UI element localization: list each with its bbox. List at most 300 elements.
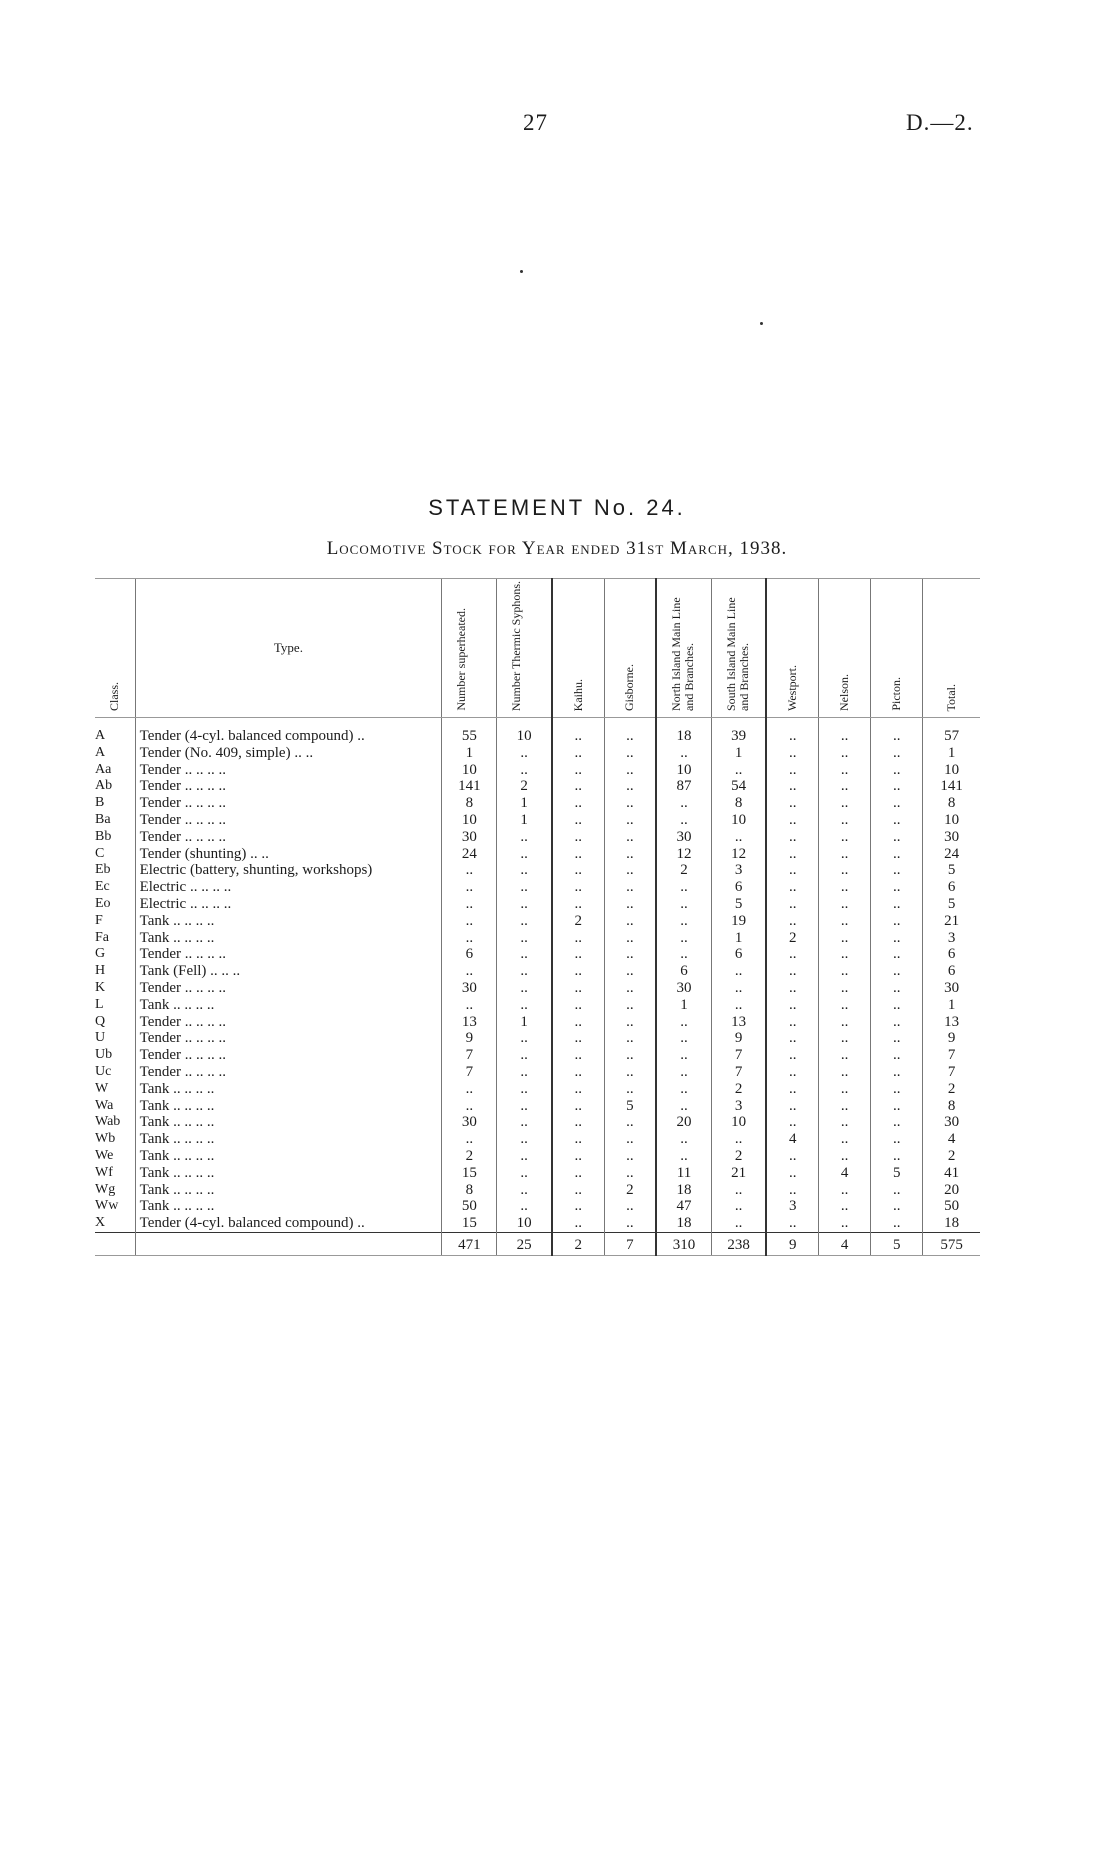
syphons-cell: ..	[497, 1198, 552, 1215]
nelson-cell: ..	[819, 1081, 871, 1098]
kaihu-cell: ..	[552, 1198, 604, 1215]
gisborne-cell: ..	[604, 762, 656, 779]
syphons-cell: 1	[497, 1014, 552, 1031]
superheated-cell: 50	[442, 1198, 497, 1215]
south-island-cell: ..	[711, 963, 766, 980]
picton-cell: ..	[871, 1047, 923, 1064]
syphons-cell: 10	[497, 718, 552, 745]
south-island-cell: 19	[711, 913, 766, 930]
table-row	[95, 1030, 980, 1047]
north-island-cell: ..	[656, 1098, 711, 1115]
kaihu-cell: ..	[552, 1098, 604, 1115]
westport-cell: ..	[766, 946, 818, 963]
table-row	[95, 1165, 980, 1182]
superheated-cell: ..	[442, 1131, 497, 1148]
gisborne-cell: ..	[604, 795, 656, 812]
superheated-cell: ..	[442, 913, 497, 930]
westport-cell: ..	[766, 963, 818, 980]
total-total-cell: 575	[923, 1232, 980, 1255]
syphons-cell: ..	[497, 1098, 552, 1115]
kaihu-cell: ..	[552, 1064, 604, 1081]
locomotive-stock-table	[95, 578, 980, 1256]
gisborne-cell: ..	[604, 846, 656, 863]
gisborne-cell: ..	[604, 1198, 656, 1215]
table-row	[95, 1064, 980, 1081]
total-kaihu-cell: 2	[552, 1232, 604, 1255]
kaihu-cell: ..	[552, 1047, 604, 1064]
syphons-cell: ..	[497, 1165, 552, 1182]
gisborne-cell: ..	[604, 1064, 656, 1081]
superheated-cell: 15	[442, 1165, 497, 1182]
south-island-cell: 10	[711, 1114, 766, 1131]
total-cell: 10	[923, 812, 980, 829]
gisborne-cell: ..	[604, 963, 656, 980]
westport-cell: ..	[766, 879, 818, 896]
kaihu-cell: ..	[552, 862, 604, 879]
syphons-cell: ..	[497, 745, 552, 762]
kaihu-cell: ..	[552, 1114, 604, 1131]
south-island-cell: 8	[711, 795, 766, 812]
north-island-cell: 18	[656, 1182, 711, 1199]
table-row	[95, 963, 980, 980]
total-cell: 41	[923, 1165, 980, 1182]
gisborne-cell: ..	[604, 829, 656, 846]
total-superheated-cell: 471	[442, 1232, 497, 1255]
north-island-cell: ..	[656, 879, 711, 896]
scan-speck	[760, 322, 763, 325]
north-island-cell: ..	[656, 946, 711, 963]
table-row	[95, 1215, 980, 1232]
kaihu-cell: ..	[552, 778, 604, 795]
south-island-cell: ..	[711, 762, 766, 779]
class-cell: K	[95, 979, 106, 995]
syphons-cell: ..	[497, 980, 552, 997]
syphons-cell: 1	[497, 812, 552, 829]
kaihu-cell: ..	[552, 718, 604, 745]
type-cell: Tank (Fell) .. .. ..	[135, 963, 442, 980]
class-cell: B	[95, 795, 105, 811]
total-cell: 20	[923, 1182, 980, 1199]
picton-cell: ..	[871, 997, 923, 1014]
class-cell: F	[95, 912, 103, 928]
south-island-cell: 7	[711, 1047, 766, 1064]
type-cell: Tank .. .. .. ..	[135, 1148, 442, 1165]
kaihu-cell: ..	[552, 997, 604, 1014]
type-cell: Tank .. .. .. ..	[135, 1165, 442, 1182]
type-cell: Tank .. .. .. ..	[135, 1131, 442, 1148]
south-island-cell: 7	[711, 1064, 766, 1081]
south-island-cell: ..	[711, 1182, 766, 1199]
total-cell: 3	[923, 930, 980, 947]
nelson-cell: ..	[819, 778, 871, 795]
syphons-cell: ..	[497, 1131, 552, 1148]
kaihu-cell: ..	[552, 812, 604, 829]
nelson-cell: ..	[819, 896, 871, 913]
north-island-cell: 6	[656, 963, 711, 980]
total-type-cell	[135, 1232, 442, 1255]
kaihu-cell: ..	[552, 829, 604, 846]
picton-cell: ..	[871, 795, 923, 812]
westport-cell: ..	[766, 980, 818, 997]
total-cell: 8	[923, 795, 980, 812]
kaihu-cell: ..	[552, 1165, 604, 1182]
syphons-cell: ..	[497, 1047, 552, 1064]
page-number: 27	[523, 110, 548, 135]
westport-cell: 2	[766, 930, 818, 947]
total-cell: 5	[923, 862, 980, 879]
header-south-island: South Island Main Line and Branches.	[711, 579, 766, 718]
south-island-cell: ..	[711, 1198, 766, 1215]
type-cell: Tender .. .. .. ..	[135, 762, 442, 779]
superheated-cell: 9	[442, 1030, 497, 1047]
picton-cell: ..	[871, 745, 923, 762]
class-cell: X	[95, 1215, 106, 1231]
table-row	[95, 980, 980, 997]
kaihu-cell: ..	[552, 1030, 604, 1047]
north-island-cell: ..	[656, 1047, 711, 1064]
type-cell: Tender .. .. .. ..	[135, 1047, 442, 1064]
type-cell: Tender .. .. .. ..	[135, 980, 442, 997]
picton-cell: ..	[871, 980, 923, 997]
nelson-cell: ..	[819, 1030, 871, 1047]
header-superheated: Number superheated.	[442, 579, 497, 718]
total-cell: 2	[923, 1148, 980, 1165]
header-class: Class.	[95, 579, 135, 718]
nelson-cell: 4	[819, 1165, 871, 1182]
superheated-cell: 1	[442, 745, 497, 762]
superheated-cell: ..	[442, 862, 497, 879]
picton-cell: ..	[871, 778, 923, 795]
westport-cell: ..	[766, 1064, 818, 1081]
table-row	[95, 795, 980, 812]
south-island-cell: 9	[711, 1030, 766, 1047]
westport-cell: ..	[766, 1047, 818, 1064]
type-cell: Electric .. .. .. ..	[135, 879, 442, 896]
gisborne-cell: ..	[604, 1114, 656, 1131]
north-island-cell: 30	[656, 980, 711, 997]
north-island-cell: 18	[656, 718, 711, 745]
class-cell: Q	[95, 1013, 106, 1029]
westport-cell: ..	[766, 1114, 818, 1131]
type-cell: Tank .. .. .. ..	[135, 997, 442, 1014]
total-gisborne-cell: 7	[604, 1232, 656, 1255]
nelson-cell: ..	[819, 795, 871, 812]
total-cell: 5	[923, 896, 980, 913]
table-row	[95, 1148, 980, 1165]
header-total: Total.	[923, 579, 980, 718]
table-row	[95, 829, 980, 846]
total-picton-cell: 5	[871, 1232, 923, 1255]
nelson-cell: ..	[819, 745, 871, 762]
syphons-cell: 10	[497, 1215, 552, 1232]
kaihu-cell: ..	[552, 1014, 604, 1031]
picton-cell: ..	[871, 812, 923, 829]
class-cell: A	[95, 744, 106, 760]
picton-cell: ..	[871, 1148, 923, 1165]
statement-title: STATEMENT No. 24.	[428, 495, 686, 520]
picton-cell: ..	[871, 862, 923, 879]
superheated-cell: ..	[442, 896, 497, 913]
table-row	[95, 812, 980, 829]
westport-cell: ..	[766, 1081, 818, 1098]
syphons-cell: ..	[497, 946, 552, 963]
syphons-cell: ..	[497, 879, 552, 896]
westport-cell: ..	[766, 778, 818, 795]
table-row	[95, 762, 980, 779]
type-cell: Tender .. .. .. ..	[135, 812, 442, 829]
syphons-cell: ..	[497, 762, 552, 779]
total-cell: 8	[923, 1098, 980, 1115]
picton-cell: ..	[871, 896, 923, 913]
north-island-cell: 18	[656, 1215, 711, 1232]
header-kaihu: Kaihu.	[552, 579, 604, 718]
type-cell: Tender (4-cyl. balanced compound) ..	[135, 1215, 442, 1232]
picton-cell: ..	[871, 829, 923, 846]
total-cell: 24	[923, 846, 980, 863]
picton-cell: ..	[871, 1064, 923, 1081]
total-cell: 57	[923, 718, 980, 745]
superheated-cell: 13	[442, 1014, 497, 1031]
kaihu-cell: ..	[552, 762, 604, 779]
westport-cell: ..	[766, 1165, 818, 1182]
total-cell: 1	[923, 745, 980, 762]
picton-cell: ..	[871, 1198, 923, 1215]
type-cell: Tender .. .. .. ..	[135, 778, 442, 795]
superheated-cell: 30	[442, 980, 497, 997]
class-cell: Wg	[95, 1181, 116, 1197]
class-cell: L	[95, 996, 104, 1012]
superheated-cell: 8	[442, 1182, 497, 1199]
type-cell: Electric (battery, shunting, workshops)	[135, 862, 442, 879]
gisborne-cell: ..	[604, 879, 656, 896]
table-row	[95, 862, 980, 879]
class-cell: Ww	[95, 1198, 119, 1214]
westport-cell: ..	[766, 1098, 818, 1115]
westport-cell: 3	[766, 1198, 818, 1215]
westport-cell: ..	[766, 762, 818, 779]
south-island-cell: ..	[711, 997, 766, 1014]
westport-cell: ..	[766, 829, 818, 846]
kaihu-cell: ..	[552, 879, 604, 896]
header-nelson: Nelson.	[819, 579, 871, 718]
nelson-cell: ..	[819, 846, 871, 863]
class-cell: Aa	[95, 761, 112, 777]
picton-cell: ..	[871, 1182, 923, 1199]
gisborne-cell: ..	[604, 718, 656, 745]
class-cell: Wa	[95, 1097, 114, 1113]
westport-cell: ..	[766, 896, 818, 913]
table-row	[95, 778, 980, 795]
picton-cell: ..	[871, 1081, 923, 1098]
gisborne-cell: ..	[604, 778, 656, 795]
nelson-cell: ..	[819, 1098, 871, 1115]
header-gisborne: Gisborne.	[604, 579, 656, 718]
total-cell: 7	[923, 1064, 980, 1081]
nelson-cell: ..	[819, 879, 871, 896]
table-row	[95, 846, 980, 863]
westport-cell: ..	[766, 795, 818, 812]
kaihu-cell: ..	[552, 1215, 604, 1232]
type-cell: Tender (4-cyl. balanced compound) ..	[135, 718, 442, 745]
class-cell: Ub	[95, 1047, 113, 1063]
superheated-cell: ..	[442, 963, 497, 980]
type-cell: Tank .. .. .. ..	[135, 1114, 442, 1131]
nelson-cell: ..	[819, 963, 871, 980]
total-cell: 2	[923, 1081, 980, 1098]
table-row	[95, 1047, 980, 1064]
north-island-cell: 30	[656, 829, 711, 846]
type-cell: Tank .. .. .. ..	[135, 1198, 442, 1215]
nelson-cell: ..	[819, 930, 871, 947]
table-header-row	[95, 579, 980, 718]
superheated-cell: 2	[442, 1148, 497, 1165]
south-island-cell: ..	[711, 1131, 766, 1148]
header-thermic-syphons: Number Thermic Syphons.	[497, 579, 552, 718]
class-cell: Wb	[95, 1131, 116, 1147]
gisborne-cell: ..	[604, 1215, 656, 1232]
syphons-cell: ..	[497, 1114, 552, 1131]
class-cell: Ba	[95, 811, 111, 827]
class-cell: Bb	[95, 828, 112, 844]
south-island-cell: 5	[711, 896, 766, 913]
table-row	[95, 1182, 980, 1199]
table-row	[95, 930, 980, 947]
north-island-cell: ..	[656, 913, 711, 930]
nelson-cell: ..	[819, 862, 871, 879]
westport-cell: ..	[766, 1014, 818, 1031]
gisborne-cell: ..	[604, 896, 656, 913]
totals-row	[95, 1232, 980, 1255]
picton-cell: ..	[871, 913, 923, 930]
gisborne-cell: ..	[604, 812, 656, 829]
picton-cell: ..	[871, 946, 923, 963]
superheated-cell: 15	[442, 1215, 497, 1232]
class-cell: G	[95, 946, 106, 962]
kaihu-cell: ..	[552, 1081, 604, 1098]
south-island-cell: 39	[711, 718, 766, 745]
class-cell: W	[95, 1080, 109, 1096]
class-cell: H	[95, 963, 106, 979]
north-island-cell: ..	[656, 1030, 711, 1047]
table-row	[95, 1131, 980, 1148]
class-cell: Wab	[95, 1114, 121, 1130]
class-cell: Fa	[95, 929, 109, 945]
nelson-cell: ..	[819, 1014, 871, 1031]
total-cell: 6	[923, 946, 980, 963]
picton-cell: ..	[871, 1014, 923, 1031]
picton-cell: ..	[871, 930, 923, 947]
total-cell: 141	[923, 778, 980, 795]
north-island-cell: ..	[656, 1081, 711, 1098]
gisborne-cell: ..	[604, 913, 656, 930]
gisborne-cell: ..	[604, 862, 656, 879]
south-island-cell: 10	[711, 812, 766, 829]
south-island-cell: 54	[711, 778, 766, 795]
nelson-cell: ..	[819, 1182, 871, 1199]
westport-cell: ..	[766, 745, 818, 762]
north-island-cell: ..	[656, 1148, 711, 1165]
westport-cell: ..	[766, 1215, 818, 1232]
syphons-cell: ..	[497, 896, 552, 913]
header-north-island: North Island Main Line and Branches.	[656, 579, 711, 718]
gisborne-cell: ..	[604, 1014, 656, 1031]
westport-cell: ..	[766, 718, 818, 745]
westport-cell: ..	[766, 1030, 818, 1047]
syphons-cell: ..	[497, 1182, 552, 1199]
total-cell: 21	[923, 913, 980, 930]
north-island-cell: ..	[656, 745, 711, 762]
type-cell: Electric .. .. .. ..	[135, 896, 442, 913]
kaihu-cell: ..	[552, 963, 604, 980]
north-island-cell: 2	[656, 862, 711, 879]
kaihu-cell: 2	[552, 913, 604, 930]
kaihu-cell: ..	[552, 795, 604, 812]
type-cell: Tank .. .. .. ..	[135, 913, 442, 930]
superheated-cell: 141	[442, 778, 497, 795]
north-island-cell: ..	[656, 1131, 711, 1148]
kaihu-cell: ..	[552, 980, 604, 997]
gisborne-cell: ..	[604, 1047, 656, 1064]
picton-cell: ..	[871, 1131, 923, 1148]
syphons-cell: ..	[497, 963, 552, 980]
south-island-cell: 13	[711, 1014, 766, 1031]
nelson-cell: ..	[819, 1131, 871, 1148]
total-cell: 18	[923, 1215, 980, 1232]
westport-cell: ..	[766, 846, 818, 863]
total-cell: 50	[923, 1198, 980, 1215]
picton-cell: ..	[871, 1030, 923, 1047]
south-island-cell: ..	[711, 829, 766, 846]
syphons-cell: ..	[497, 862, 552, 879]
type-cell: Tender (shunting) .. ..	[135, 846, 442, 863]
total-nelson-cell: 4	[819, 1232, 871, 1255]
syphons-cell: ..	[497, 1081, 552, 1098]
superheated-cell: ..	[442, 930, 497, 947]
type-cell: Tender .. .. .. ..	[135, 1014, 442, 1031]
total-cell: 9	[923, 1030, 980, 1047]
total-syphons-cell: 25	[497, 1232, 552, 1255]
type-cell: Tank .. .. .. ..	[135, 930, 442, 947]
gisborne-cell: ..	[604, 1131, 656, 1148]
kaihu-cell: ..	[552, 846, 604, 863]
syphons-cell: ..	[497, 930, 552, 947]
gisborne-cell: ..	[604, 946, 656, 963]
gisborne-cell: ..	[604, 980, 656, 997]
superheated-cell: 24	[442, 846, 497, 863]
table-row	[95, 1114, 980, 1131]
header-type: Type.	[135, 579, 442, 718]
class-cell: A	[95, 728, 106, 743]
north-island-cell: ..	[656, 795, 711, 812]
class-cell: Ab	[95, 778, 113, 794]
type-cell: Tender .. .. .. ..	[135, 795, 442, 812]
picton-cell: ..	[871, 718, 923, 745]
type-cell: Tender .. .. .. ..	[135, 1064, 442, 1081]
total-cell: 10	[923, 762, 980, 779]
nelson-cell: ..	[819, 1064, 871, 1081]
nelson-cell: ..	[819, 812, 871, 829]
syphons-cell: ..	[497, 846, 552, 863]
total-cell: 7	[923, 1047, 980, 1064]
superheated-cell: 7	[442, 1064, 497, 1081]
south-island-cell: 3	[711, 862, 766, 879]
type-cell: Tank .. .. .. ..	[135, 1182, 442, 1199]
total-westport-cell: 9	[766, 1232, 818, 1255]
westport-cell: ..	[766, 812, 818, 829]
superheated-cell: 10	[442, 812, 497, 829]
class-cell: Eo	[95, 895, 111, 911]
total-cell: 6	[923, 879, 980, 896]
